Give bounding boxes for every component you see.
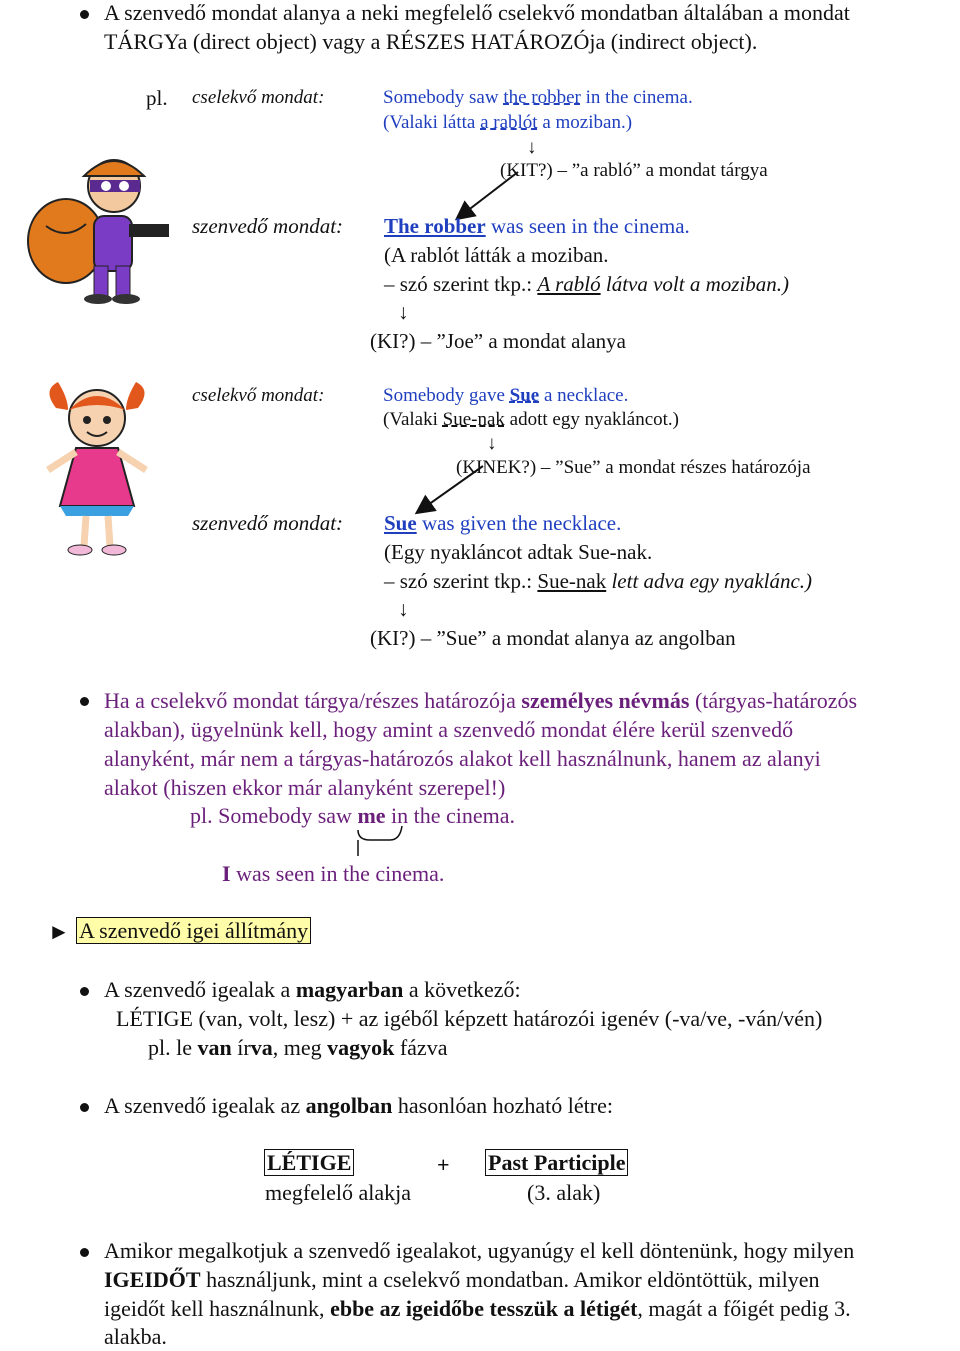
formula-box-participle [485, 1148, 628, 1177]
english-passive-intro [104, 1091, 613, 1120]
passive-subject: The robber [384, 214, 486, 238]
tense-rule-emphasis: ebbe az igeidőbe tesszük a létigét [330, 1296, 638, 1321]
formula-caption-1: megfelelő alakja [265, 1180, 411, 1205]
pronoun-example-me: me [357, 803, 386, 828]
pronoun-example-post: in the cinema. [385, 803, 516, 828]
hungarian-passive-example [148, 1033, 447, 1062]
question-note: (KIT?) – ”a rabló” a mondat tárgya [500, 160, 768, 181]
hungarian-passive-post: a következő: [403, 977, 521, 1002]
passive-sentence [384, 509, 621, 537]
pronoun-rule-term: személyes névmás [521, 688, 690, 713]
passive-sentence-post: was given the necklace. [416, 511, 622, 535]
rule-line-2: TÁRGYa (direct object) vagy a RÉSZES HATÁROZÓja (indirect object). [104, 29, 758, 54]
active-translation-pre: (Valaki [383, 409, 443, 430]
pronoun-rule-line-3: alanyként, már nem a tárgyas-határozós alakot kell használnunk, hanem az alanyi [104, 746, 821, 771]
formula-box-letige [264, 1148, 354, 1177]
active-translation-pre: (Valaki látta [383, 112, 481, 133]
active-label: cselekvő mondat: [192, 385, 325, 406]
literal-post: lett adva egy nyaklánc.) [606, 569, 813, 593]
down-arrow: ↓ [487, 433, 497, 454]
active-translation-object: Sue-nak [442, 409, 505, 430]
active-object: the robber [503, 87, 581, 108]
active-translation-object: a rablót [480, 112, 538, 133]
pronoun-example [190, 801, 515, 830]
bullet [80, 697, 89, 706]
hu-ex-1: pl. le [148, 1035, 198, 1060]
down-arrow: ↓ [527, 137, 537, 158]
active-translation [383, 408, 679, 432]
hu-ex-5: , meg [272, 1035, 328, 1060]
formula-box-participle-text: Past Participle [485, 1149, 628, 1176]
tense-rule-line-4: alakba. [104, 1324, 167, 1349]
active-translation-post: adott egy nyakláncot.) [504, 409, 679, 430]
literal-subject: Sue-nak [537, 569, 607, 593]
passive-subject: Sue [384, 511, 417, 535]
pronoun-rule-line-2: alakban), ügyelnünk kell, hogy amint a szenvedő mondat élére kerül szenvedő [104, 717, 794, 742]
down-arrow: ↓ [398, 597, 409, 621]
passive-label: szenvedő mondat: [192, 511, 344, 535]
active-label: cselekvő mondat: [192, 87, 325, 108]
hu-ex-2: van [197, 1035, 232, 1060]
tense-rule-line-3-post: , magát a főigét pedig 3. [637, 1296, 851, 1321]
active-sentence-post: in the cinema. [580, 87, 693, 108]
girl-illustration [38, 380, 156, 558]
active-sentence [383, 384, 628, 408]
down-arrow: ↓ [398, 300, 409, 324]
pronoun-rule-pre: Ha a cselekvő mondat tárgya/részes határozója [104, 688, 522, 713]
passive-label: szenvedő mondat: [192, 214, 344, 238]
active-sentence-pre: Somebody gave [383, 385, 510, 406]
section-title [76, 916, 311, 945]
tense-rule-line-1: Amikor megalkotjuk a szenvedő igealakot, ugyanúgy el kell döntenünk, hogy milyen [104, 1238, 855, 1263]
question-note: (KINEK?) – ”Sue” a mondat részes határozója [456, 457, 811, 478]
bullet [80, 1103, 89, 1112]
active-translation-post: a moziban.) [537, 112, 633, 133]
tense-rule-line-3 [104, 1294, 851, 1323]
pronoun-result-post: was seen in the cinema. [230, 861, 445, 886]
literal-subject: A rabló [537, 272, 601, 296]
subject-note: (KI?) – ”Sue” a mondat alanya az angolban [370, 626, 736, 650]
pronoun-rule-post: (tárgyas-határozós [689, 688, 858, 713]
tense-rule-term: IGEIDŐT [104, 1267, 201, 1292]
passive-translation: (A rablót látták a moziban. [384, 243, 609, 267]
hungarian-passive-pre: A szenvedő igealak a [104, 977, 296, 1002]
pronoun-result-i: I [222, 861, 231, 886]
literal-translation [384, 567, 812, 595]
passive-translation: (Egy nyakláncot adtak Sue-nak. [384, 540, 653, 564]
hu-ex-6: vagyok [327, 1035, 395, 1060]
hu-ex-3: ír [231, 1035, 251, 1060]
pronoun-rule-line-1 [104, 686, 857, 715]
hu-ex-7: fázva [394, 1035, 448, 1060]
hungarian-passive-term: magyarban [295, 977, 404, 1002]
passive-sentence-post: was seen in the cinema. [485, 214, 690, 238]
formula-box-letige-text: LÉTIGE [264, 1149, 354, 1176]
section-marker: ► [48, 919, 70, 944]
formula-plus: + [437, 1152, 450, 1177]
english-passive-term: angolban [305, 1093, 393, 1118]
literal-pre: – szó szerint tkp.: [384, 569, 538, 593]
literal-translation [384, 270, 789, 298]
literal-pre: – szó szerint tkp.: [384, 272, 538, 296]
literal-post: látva volt a moziban.) [600, 272, 790, 296]
tense-rule-line-2 [104, 1265, 820, 1294]
passive-sentence [384, 212, 690, 240]
hu-ex-4: va [250, 1035, 273, 1060]
active-sentence-pre: Somebody saw [383, 87, 504, 108]
pronoun-rule-line-4: alakot (hiszen ekkor már alanyként szerepel!) [104, 775, 506, 800]
hungarian-passive-formula: LÉTIGE (van, volt, lesz) + az igéből képzett határozói igenév (-va/ve, -ván/vén) [116, 1006, 823, 1031]
bullet [80, 1248, 89, 1257]
section-title-text: A szenvedő igei állítmány [76, 917, 311, 944]
rule-line-1: A szenvedő mondat alanya a neki megfelelő cselekvő mondatban általában a mondat [104, 0, 850, 25]
bullet [80, 987, 89, 996]
example-pl-label: pl. [146, 86, 168, 110]
pronoun-example-result [222, 859, 444, 888]
active-sentence-post: a necklace. [539, 385, 629, 406]
tense-rule-line-2-post: használjunk, mint a cselekvő mondatban. Amikor eldöntöttük, milyen [200, 1267, 820, 1292]
hungarian-passive-intro [104, 975, 521, 1004]
subject-note: (KI?) – ”Joe” a mondat alanya [370, 329, 626, 353]
pronoun-example-pre: pl. Somebody saw [190, 803, 358, 828]
active-object: Sue [509, 385, 540, 406]
english-passive-pre: A szenvedő igealak az [104, 1093, 306, 1118]
english-passive-post: hasonlóan hozható létre: [392, 1093, 613, 1118]
tense-rule-line-3-pre: igeidőt kell használnunk, [104, 1296, 331, 1321]
formula-caption-2: (3. alak) [527, 1180, 601, 1205]
